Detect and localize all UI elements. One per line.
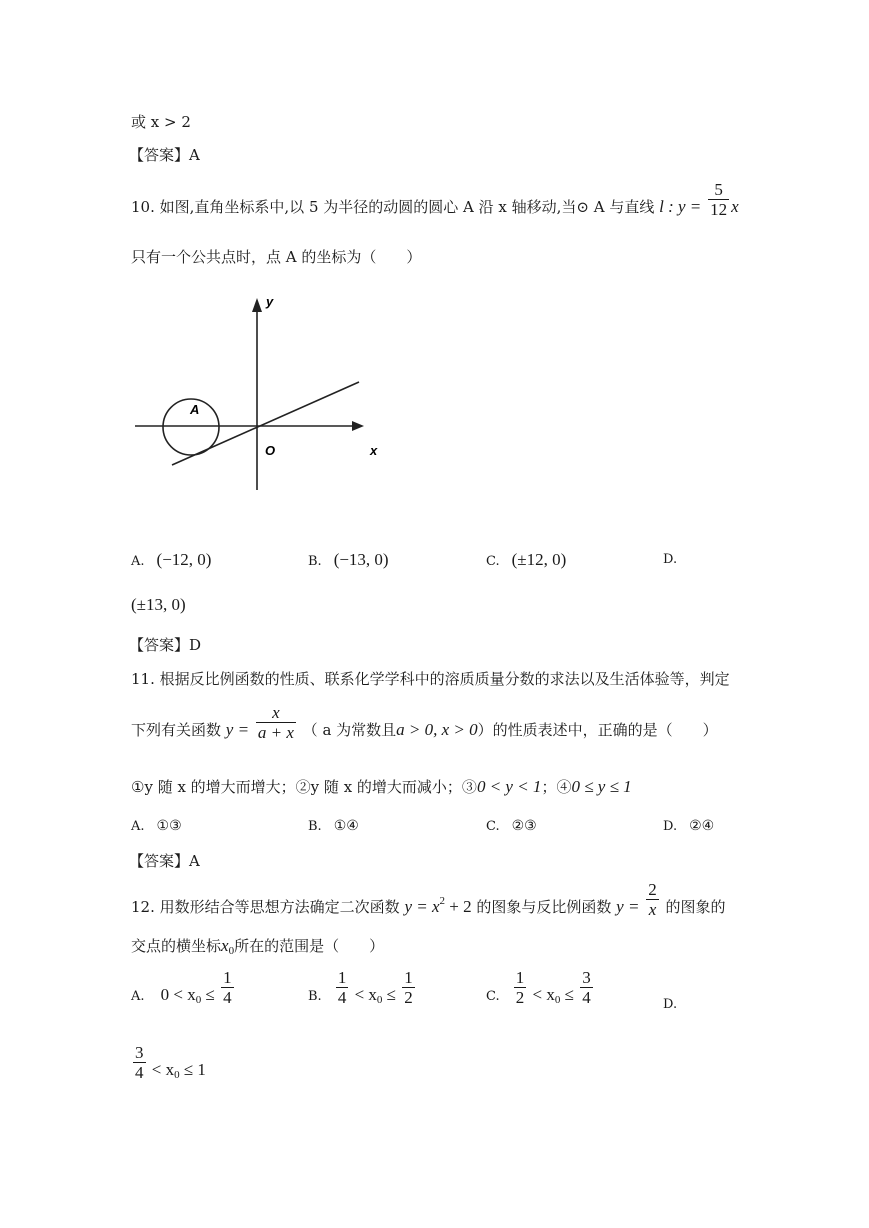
q12-option-b[interactable]: B. $\frac{1}{4}$ < $x_0$ ≤ $\frac{1}{2}$ [308, 968, 413, 1007]
q11-stem-line1: 11. 根据反比例函数的性质、联系化学学科中的溶质质量分数的求法以及生活体验等，判定 [131, 670, 730, 688]
q10-stem-line1: 10. 如图,直角坐标系中,以 5 为半径的动圆的圆心 A 沿 x 轴移动,当⊙ A 与直线 l : y = $\frac{5}{12}$ x [131, 179, 739, 219]
label-o: O [265, 443, 276, 458]
q10-option-c[interactable]: C. (±12, 0) [486, 550, 567, 569]
q12-fraction: $\frac{2}{x}$ [648, 879, 657, 919]
q11-statements: ①y 随 x 的增大而增大；②y 随 x 的增大而减小；③0 < y < 1；④0 ≤ y ≤ 1 [131, 777, 632, 796]
q11-answer: 【答案】A [129, 852, 200, 870]
q10-option-a[interactable]: A. (−12, 0) [131, 550, 212, 569]
q11-option-c[interactable]: C. ②③ [486, 819, 537, 834]
q10-option-b[interactable]: B. (−13, 0) [308, 550, 389, 569]
q12-stem-line2: 交点的横坐标$x_0$所在的范围是（ ） [131, 936, 385, 957]
q10-option-d[interactable]: D. [663, 552, 678, 567]
q12-option-a[interactable]: A. $0 < x_0$ ≤ $\frac{1}{4}$ [131, 968, 232, 1007]
q12-option-d-value: $\frac{3}{4}$ < $x_0 \le 1$ [135, 1043, 206, 1082]
q10-fraction: $\frac{5}{12}$ [710, 179, 728, 219]
q10-number: 10. [131, 198, 155, 216]
q10-stem-line2: 只有一个公共点时，点 A 的坐标为（ ） [131, 248, 422, 266]
q12-option-c[interactable]: C. $\frac{1}{2}$ < $x_0$ ≤ $\frac{3}{4}$ [486, 968, 591, 1007]
label-x: x [370, 443, 378, 458]
y-axis-arrow [252, 298, 262, 312]
q12-stem-line1: 12. 用数形结合等思想方法确定二次函数 $y = x^2 + 2$ 的图象与反比例函数 y = $\frac{2}{x}$ 的图象的 [131, 879, 726, 919]
label-y: y [266, 294, 274, 309]
q11-option-d[interactable]: D. ②④ [663, 819, 715, 834]
q10-figure [132, 288, 392, 498]
q11-option-b[interactable]: B. ①④ [308, 819, 359, 834]
q10-answer: 【答案】D [129, 636, 202, 654]
q11-option-a[interactable]: A. ①③ [131, 819, 182, 834]
q12-option-d[interactable]: D. [663, 997, 678, 1012]
q10-text: 如图,直角坐标系中,以 5 为半径的动圆的圆心 A 沿 x 轴移动,当⊙ A 与直线 [159, 198, 655, 216]
q10-line-expr: l : y = [659, 197, 702, 216]
q9-tail: 或 x > 2 [131, 113, 191, 131]
q11-fraction: $\frac{x}{a + x}$ [257, 702, 294, 742]
q9-answer: 【答案】A [129, 146, 200, 164]
q11-stem-line2: 下列有关函数 y = $\frac{x}{a + x}$ （ a 为常数且a > 0, x > 0）的性质表述中，正确的是（ ） [131, 702, 718, 742]
q10-option-d-value: (±13, 0) [131, 595, 186, 614]
label-a: A [190, 402, 200, 417]
x-axis-arrow [352, 421, 364, 431]
